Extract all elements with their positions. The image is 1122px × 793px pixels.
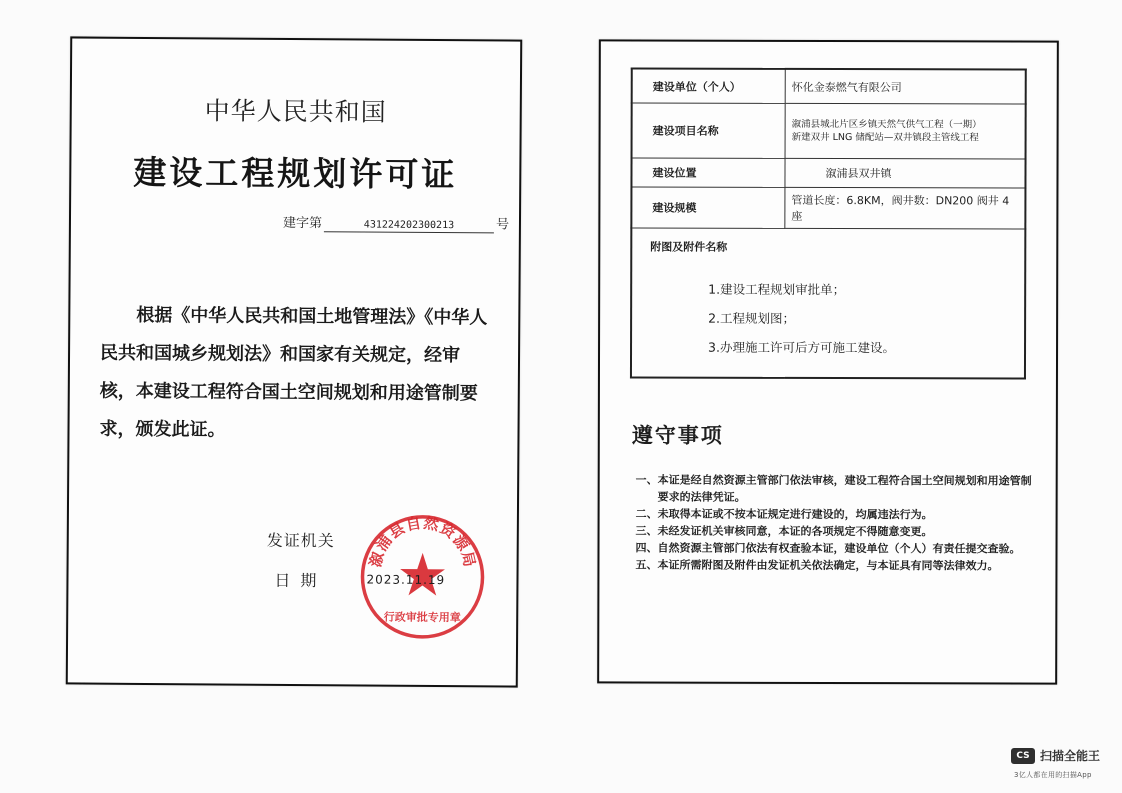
table-label: 建设规模 [631,187,785,228]
list-item [635,556,1035,574]
table-row [631,158,1025,188]
project-name-line-1: 溆浦县城北片区乡镇天然气供气工程（一期） [791,118,982,131]
certificate-details-page [597,39,1059,684]
project-info-table [630,67,1027,379]
rule-number: 四、 [635,541,658,555]
rule-number: 二、 [635,507,658,521]
list-item: 3.办理施工许可后方可施工建设。 [708,339,895,356]
permit-prefix: 建字第 [282,215,323,232]
rules-list [635,471,1035,574]
permit-number: 431224202300213 [324,219,494,233]
list-item [635,539,1035,557]
rule-text: 未经发证机关审核同意，本证的各项规定不得随意变更。 [657,524,933,539]
rules-title: 遵守事项 [631,423,724,448]
date-label: 日期 [274,570,327,591]
table-value: 管道长度：6.8KM，阀井数：DN200 阀井 4 座 [785,187,1026,229]
table-row [632,103,1026,159]
table-label: 建设单位（个人） [632,68,786,103]
list-item: 1.建设工程规划审批单； [708,281,846,298]
certificate-title: 建设工程规划许可证 [133,152,458,195]
issuer-label: 发证机关 [266,530,335,551]
list-item [636,471,1036,506]
project-name-line-2: 新建双井 LNG 储配站—双井镇段主管线工程 [791,131,979,144]
attachments-cell [631,228,1025,379]
country-heading: 中华人民共和国 [204,96,387,127]
permit-suffix: 号 [495,217,510,233]
table-value [785,103,1026,159]
camscanner-logo-icon: CS [1011,748,1035,764]
rule-text: 本证是经自然资源主管部门依法审核，建设工程符合国土空间规划和用途管制要求的法律凭证。 [657,473,1032,504]
seal-text: 溆浦县自然资源局 [366,513,479,570]
table-row-attachments [631,228,1025,379]
rule-number: 三、 [635,524,658,538]
attachments-list [708,275,895,362]
rule-text: 自然资源主管部门依法有权查验本证，建设单位（个人）有责任提交查验。 [657,541,1021,556]
list-item: 2.工程规划图； [708,310,796,326]
certificate-cover-page [66,36,523,687]
table-row [631,187,1025,229]
table-label: 建设项目名称 [632,103,786,158]
rule-text: 本证所需附图及附件由发证机关依法确定，与本证具有同等法律效力。 [657,558,999,573]
watermark-app-name: 扫描全能王 [1040,749,1101,763]
seal-bottom-text: 行政审批专用章 [383,610,461,625]
table-value: 溆浦县双井镇 [785,158,1026,188]
rule-number: 一、 [635,473,658,487]
table-value: 怀化金泰燃气有限公司 [785,69,1026,104]
list-item [636,522,1036,540]
table-label: 建设位置 [631,158,785,187]
rule-text: 未取得本证或不按本证规定进行建设的，均属违法行为。 [657,507,933,522]
attachments-label: 附图及附件名称 [650,240,728,254]
rule-number: 五、 [635,558,658,572]
issue-date: 2023.11.19 [366,572,446,588]
watermark-tagline: 3亿人都在用的扫描App [1014,771,1092,779]
list-item [636,505,1036,523]
certificate-body-text: 根据《中华人民共和国土地管理法》《中华人民共和国城乡规划法》和国家有关规定，经审核，本建设工程符合国土空间规划和用途管制要求，颁发此证。 [99,304,488,441]
certificate-body [99,297,495,452]
permit-number-line [283,212,509,234]
table-row [632,68,1026,104]
